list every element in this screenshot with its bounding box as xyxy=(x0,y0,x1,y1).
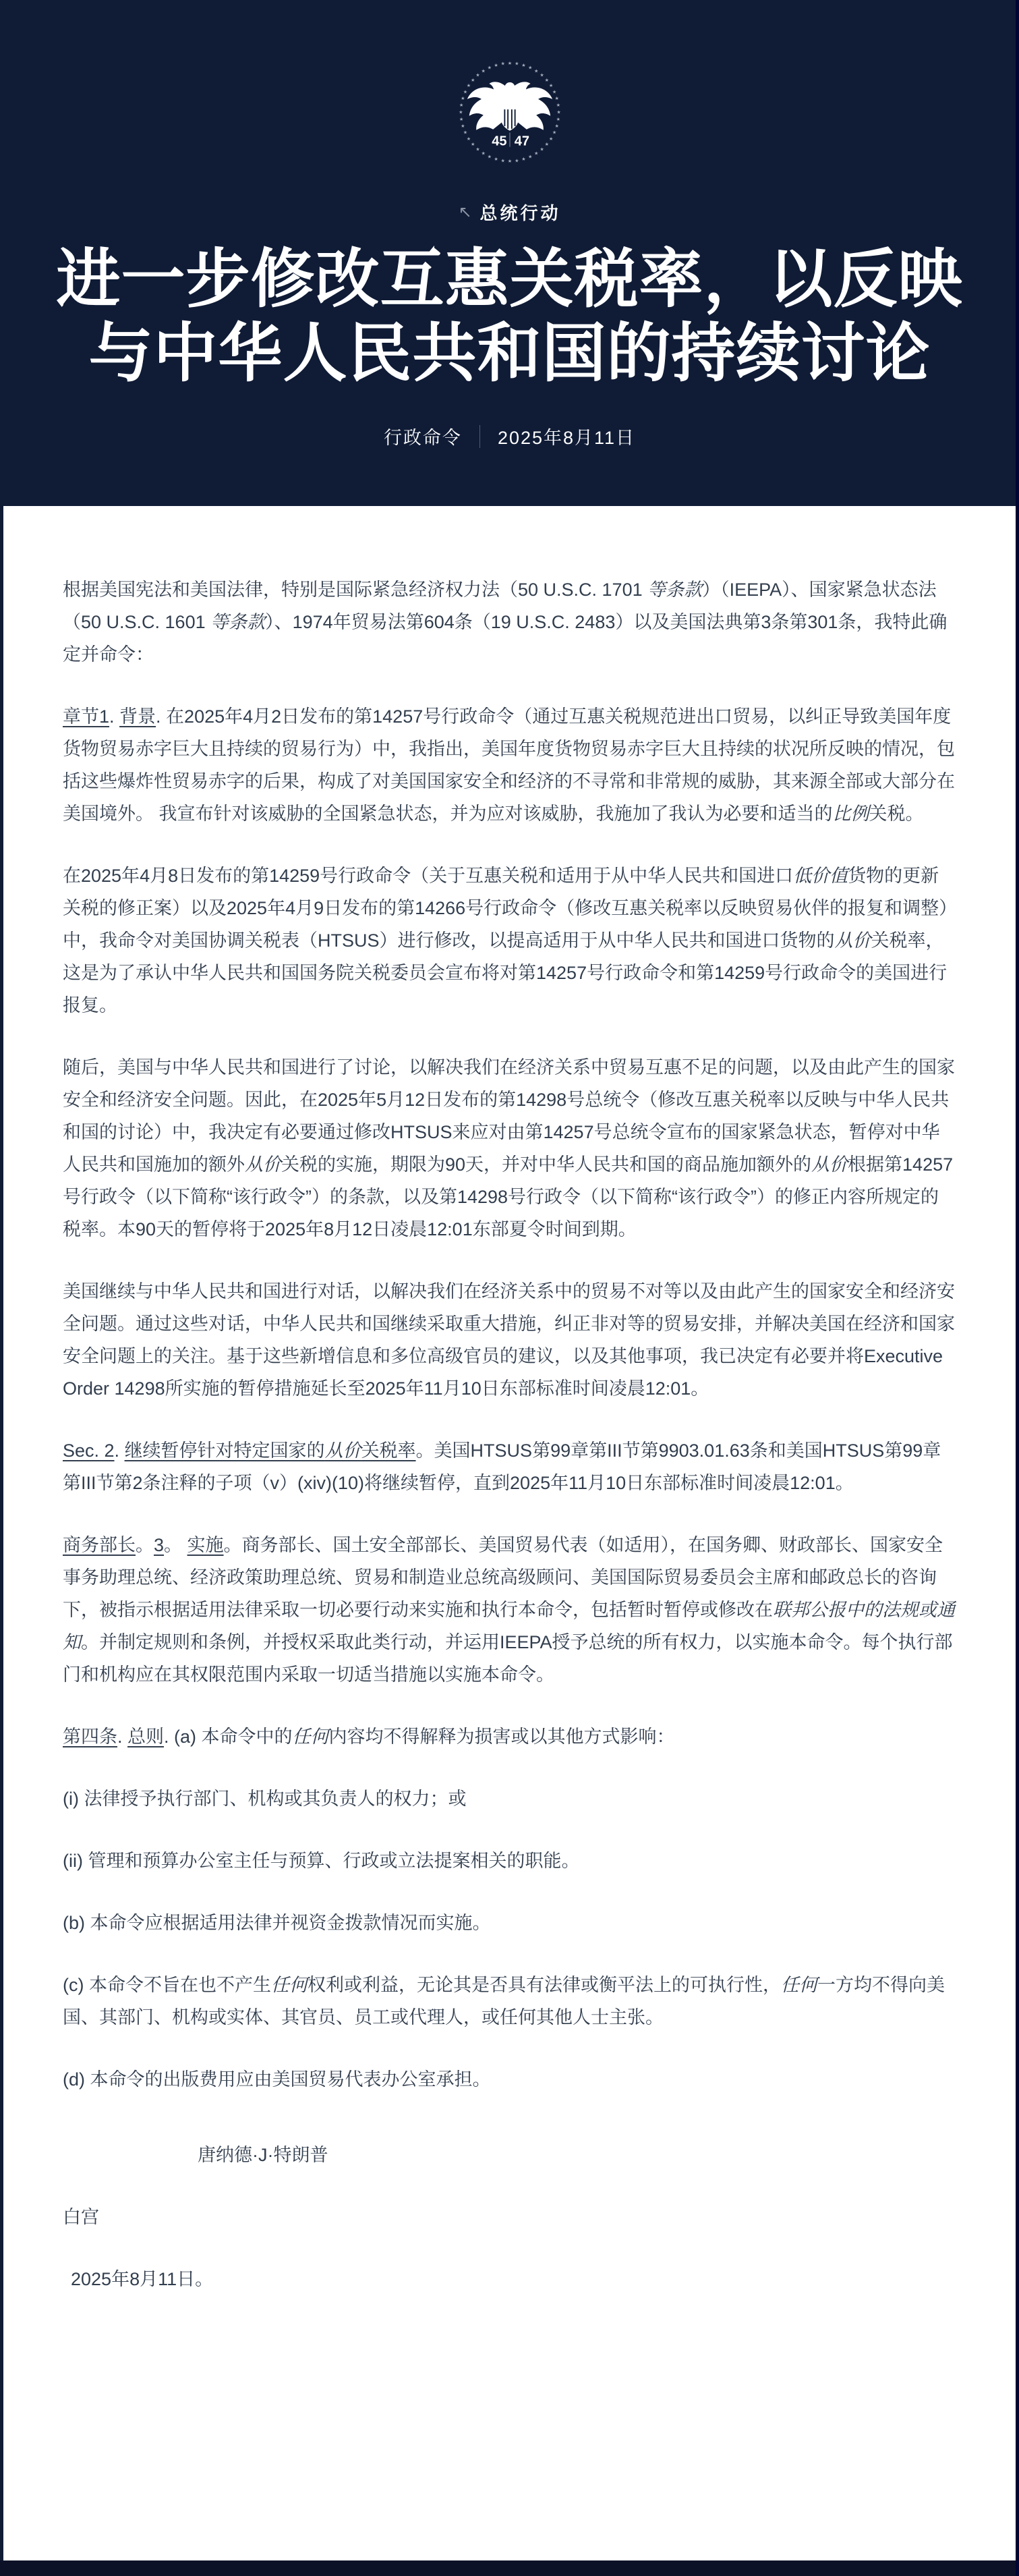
svg-text:★: ★ xyxy=(556,103,560,109)
article-meta xyxy=(384,423,635,449)
svg-text:★: ★ xyxy=(487,154,492,160)
text-run: 从价 xyxy=(245,1154,281,1175)
title-line-1: 进一步修改互惠关税率，以反映 xyxy=(56,244,963,315)
text-run: . xyxy=(114,1440,125,1461)
svg-text:★: ★ xyxy=(466,83,471,89)
text-run: 联邦公报中的法规或通知 xyxy=(63,1600,955,1652)
paragraph-section-1 xyxy=(63,700,956,830)
text-run: 。美国HTSUS第99章第III节第9903.01.63条和美国HTSUS第99章第III节第2条注释的子项（v）(xiv)(10)将继续暂停，直到2025年11月10日东部标准时间凌晨12:01。 xyxy=(63,1440,941,1493)
text-run: . xyxy=(117,1727,128,1747)
text-run: 等条款 xyxy=(210,612,266,632)
text-run: 货物的更新关税的修正案）以及2025年4月9日发布的第14266号行政命令（修改互惠关税率以反映贸易伙伴的报复和调整）中，我命令对美国协调关税表（HTSUS）进行修改，以提高适用于从中华人民共和国进口货物的 xyxy=(63,866,948,951)
svg-text:★: ★ xyxy=(544,77,549,83)
text-run: 关税的实施，期限为90天，并对中华人民共和国的商品施加额外的 xyxy=(281,1154,812,1175)
text-run: 从价 xyxy=(811,1154,848,1175)
text-run: 关税率 xyxy=(361,1440,416,1461)
text-run: 实施 xyxy=(187,1535,224,1555)
text-run: 根据第14257号行政令（以下简称“该行政令”）的条款，以及第14298号行政令（以下简称“该行政令”）的修正内容所规定的税率。本90天的暂停将于2025年8月12日凌晨12:01东部夏令时间到期。 xyxy=(63,1154,954,1239)
document-card xyxy=(3,506,1016,2560)
text-run: 随后，美国与中华人民共和国进行了讨论，以解决我们在经济关系中贸易互惠不足的问题，以及由此产生的国家安全和经济安全问题。因此，在2025年5月12日发布的第14298号总统令（修改互惠关税率以反映与中华人民共和国的讨论）中，我决定有必要通过修改HTSUS来应对由第14257号总统令宣布的国家紧急状态，暂停对中华人民共和国施加的额外 xyxy=(63,1057,955,1175)
text-run: . 在2025年4月2日发布的第14257号行政命令（通过互惠关税规范进出口贸易，以纠正导致美国年度货物贸易赤字巨大且持续的贸易行为）中，我指出，美国年度货物贸易赤字巨大且持续的状况所反映的情况，包括这些爆炸性贸易赤字的后果，构成了对美国国家安全和经济的不寻常和非常规的威胁，其来源全部或大部分在美国境外。 我宣布针对该威胁的全国紧急状态，并为应对该威胁，我施加了我认为必要和适当的 xyxy=(63,706,955,824)
issuing-location xyxy=(63,2201,956,2233)
svg-text:★: ★ xyxy=(514,158,519,164)
paragraph-section-3 xyxy=(63,1529,956,1691)
svg-text:★: ★ xyxy=(463,130,467,136)
svg-text:★: ★ xyxy=(554,123,559,129)
paragraph-item-b xyxy=(63,1907,956,1939)
text-run: 白宫 xyxy=(63,2207,99,2227)
svg-text:★: ★ xyxy=(460,123,465,129)
text-run: ）、1974年贸易法第604条（19 U.S.C. 2483）以及美国法典第3条第301条，我特此确定并命令： xyxy=(63,612,948,665)
text-run: 在2025年4月8日发布的第14259号行政命令（关于互惠关税和适用于从中华人民共和国进口 xyxy=(63,866,794,886)
text-run: 背景 xyxy=(119,706,156,727)
svg-text:★: ★ xyxy=(521,157,526,163)
svg-text:★: ★ xyxy=(539,146,544,152)
category-link[interactable]: 行政命令 xyxy=(383,428,462,448)
publish-date: 2025年8月11日 xyxy=(497,428,636,448)
paragraph-eo-14298 xyxy=(63,1051,956,1245)
breadcrumb-presidential-actions[interactable] xyxy=(458,200,560,225)
text-run: 权利或利益，无论其是否具有法律或衡平法上的可执行性， xyxy=(307,1975,781,1995)
presidential-eagle-seal-icon xyxy=(452,54,568,170)
scrollbar[interactable] xyxy=(1016,0,1019,2576)
svg-text:★: ★ xyxy=(527,154,532,160)
svg-text:★: ★ xyxy=(514,61,519,67)
text-run: 。商务部长、国土安全部部长、美国贸易代表（如适用），在国务卿、财政部长、国家安全事务助理总统、经济政策助理总统、贸易和制造业总统高级顾问、美国国际贸易委员会主席和邮政总长的咨询下，被指示根据适用法律采取一切必要行动来实施和执行本命令，包括暂时暂停或修改在 xyxy=(63,1535,943,1620)
text-run: 根据美国宪法和美国法律，特别是国际紧急经济权力法（50 U.S.C. 1701 xyxy=(63,580,648,600)
text-run: (i) 法律授予执行部门、机构或其负责人的权力；或 xyxy=(63,1789,467,1809)
text-run: (b) 本命令应根据适用法律并视资金拨款情况而实施。 xyxy=(63,1913,491,1933)
svg-text:★: ★ xyxy=(459,116,463,122)
svg-text:★: ★ xyxy=(466,136,471,142)
svg-text:★: ★ xyxy=(481,68,486,74)
svg-text:★: ★ xyxy=(552,130,556,136)
svg-text:★: ★ xyxy=(507,60,512,66)
text-run: 章节1 xyxy=(63,706,110,727)
text-run: 3 xyxy=(154,1535,165,1555)
paragraph-item-ii xyxy=(63,1845,956,1877)
text-run: 唐纳德·J·特朗普 xyxy=(198,2145,328,2165)
svg-text:★: ★ xyxy=(539,72,544,78)
svg-text:★: ★ xyxy=(475,146,480,152)
text-run: 从价 xyxy=(324,1440,361,1461)
seal-number-47: 47 xyxy=(514,134,529,149)
paragraph-eo-14259 xyxy=(63,860,956,1021)
svg-text:★: ★ xyxy=(507,159,512,165)
paragraph-item-d xyxy=(63,2063,956,2096)
svg-text:★: ★ xyxy=(554,96,559,102)
svg-text:★: ★ xyxy=(475,72,480,78)
paragraph-section-4 xyxy=(63,1720,956,1753)
text-run: (ii) 管理和预算办公室主任与预算、行政或立法提案相关的职能。 xyxy=(63,1851,580,1871)
svg-text:★: ★ xyxy=(500,61,505,67)
page-title xyxy=(56,242,962,391)
text-run: (c) 本命令不旨在也不产生 xyxy=(63,1975,271,1995)
svg-text:★: ★ xyxy=(556,109,561,115)
svg-text:★: ★ xyxy=(521,62,526,68)
text-run: 内容均不得解释为损害或以其他方式影响： xyxy=(328,1727,675,1747)
paragraph-section-2 xyxy=(63,1434,956,1499)
svg-text:★: ★ xyxy=(533,68,538,74)
svg-text:★: ★ xyxy=(500,158,505,164)
svg-text:★: ★ xyxy=(527,65,532,71)
svg-text:★: ★ xyxy=(548,136,553,142)
document-body xyxy=(63,573,956,2295)
svg-text:★: ★ xyxy=(533,150,538,157)
issue-date xyxy=(63,2263,956,2295)
svg-text:★: ★ xyxy=(493,157,498,163)
svg-text:★: ★ xyxy=(481,150,486,157)
svg-text:★: ★ xyxy=(458,109,463,115)
text-run: 低价值 xyxy=(793,866,848,886)
text-run: 。 xyxy=(164,1535,187,1555)
paragraph-preamble xyxy=(63,573,956,671)
svg-text:★: ★ xyxy=(487,65,492,71)
eagle-icon xyxy=(467,82,552,130)
svg-text:★: ★ xyxy=(548,83,553,89)
paragraph-continued-talks xyxy=(63,1275,956,1405)
text-run: . (a) 本命令中的 xyxy=(164,1727,293,1747)
page-footer xyxy=(0,2560,1019,2576)
text-run: 总则 xyxy=(127,1727,165,1747)
signature xyxy=(63,2139,956,2171)
breadcrumb-label: 总统行动 xyxy=(479,203,561,223)
text-run: 商务部长 xyxy=(63,1535,136,1555)
text-run: 第四条 xyxy=(63,1727,117,1747)
text-run: 继续暂停针对特定国家的 xyxy=(124,1440,325,1461)
presidential-seal xyxy=(452,54,568,170)
paragraph-item-i xyxy=(63,1783,956,1815)
svg-text:★: ★ xyxy=(460,96,465,102)
text-run: 。并制定规则和条例，并授权采取此类行动，并运用IEEPA授予总统的所有权力，以实施本命令。每个执行部门和机构应在其权限范围内采取一切适当措施以实施本命令。 xyxy=(63,1632,953,1685)
text-run: Sec. 2 xyxy=(63,1440,115,1461)
arrow-up-left-icon: ↖ xyxy=(458,202,472,221)
svg-text:★: ★ xyxy=(544,142,549,148)
text-run: (d) 本命令的出版费用应由美国贸易代表办公室承担。 xyxy=(63,2069,491,2090)
text-run: 关税率，这是为了承认中华人民共和国国务院关税委员会宣布将对第14257号行政命令和第14259号行政命令的美国进行报复。 xyxy=(63,930,948,1015)
text-run: 关税。 xyxy=(869,804,924,824)
text-run: 比例 xyxy=(832,804,869,824)
text-run: 2025年8月11日。 xyxy=(71,2269,214,2289)
text-run: 任何 xyxy=(292,1727,329,1747)
svg-text:★: ★ xyxy=(459,103,463,109)
svg-text:★: ★ xyxy=(470,77,475,83)
seal-number-45: 45 xyxy=(491,134,507,149)
text-run: 一方均不得向美国、其部门、机构或实体、其官员、员工或代理人，或任何其他人士主张。 xyxy=(63,1975,945,2027)
text-run: 美国继续与中华人民共和国进行对话，以解决我们在经济关系中的贸易不对等以及由此产生的国家安全和经济安全问题。通过这些对话，中华人民共和国继续采取重大措施，纠正非对等的贸易安排，并解决美国在经济和国家安全问题上的关注。基于这些新增信息和多位高级官员的建议，以及其他事项，我已决定有必要并将Executive Order 14298所实施的暂停措施延长至2025年11月10日东部标准时间凌晨12:01。 xyxy=(63,1281,955,1399)
svg-text:★: ★ xyxy=(463,89,467,95)
svg-text:★: ★ xyxy=(470,142,475,148)
text-run: ）（IEEPA）、国家紧急状态法（50 U.S.C. 1601 xyxy=(63,580,937,632)
svg-text:★: ★ xyxy=(556,116,560,122)
svg-text:★: ★ xyxy=(552,89,556,95)
page-header xyxy=(0,0,1019,449)
text-run: 。 xyxy=(136,1535,154,1555)
meta-divider xyxy=(479,425,480,448)
text-run: 从价 xyxy=(834,930,871,951)
text-run: . xyxy=(109,706,120,727)
text-run: 任何 xyxy=(780,1975,817,1995)
text-run: 任何 xyxy=(270,1975,308,1995)
title-line-2: 与中华人民共和国的持续讨论 xyxy=(88,318,931,389)
text-run: 等条款 xyxy=(647,580,703,600)
svg-text:★: ★ xyxy=(493,62,498,68)
paragraph-item-c xyxy=(63,1969,956,2034)
